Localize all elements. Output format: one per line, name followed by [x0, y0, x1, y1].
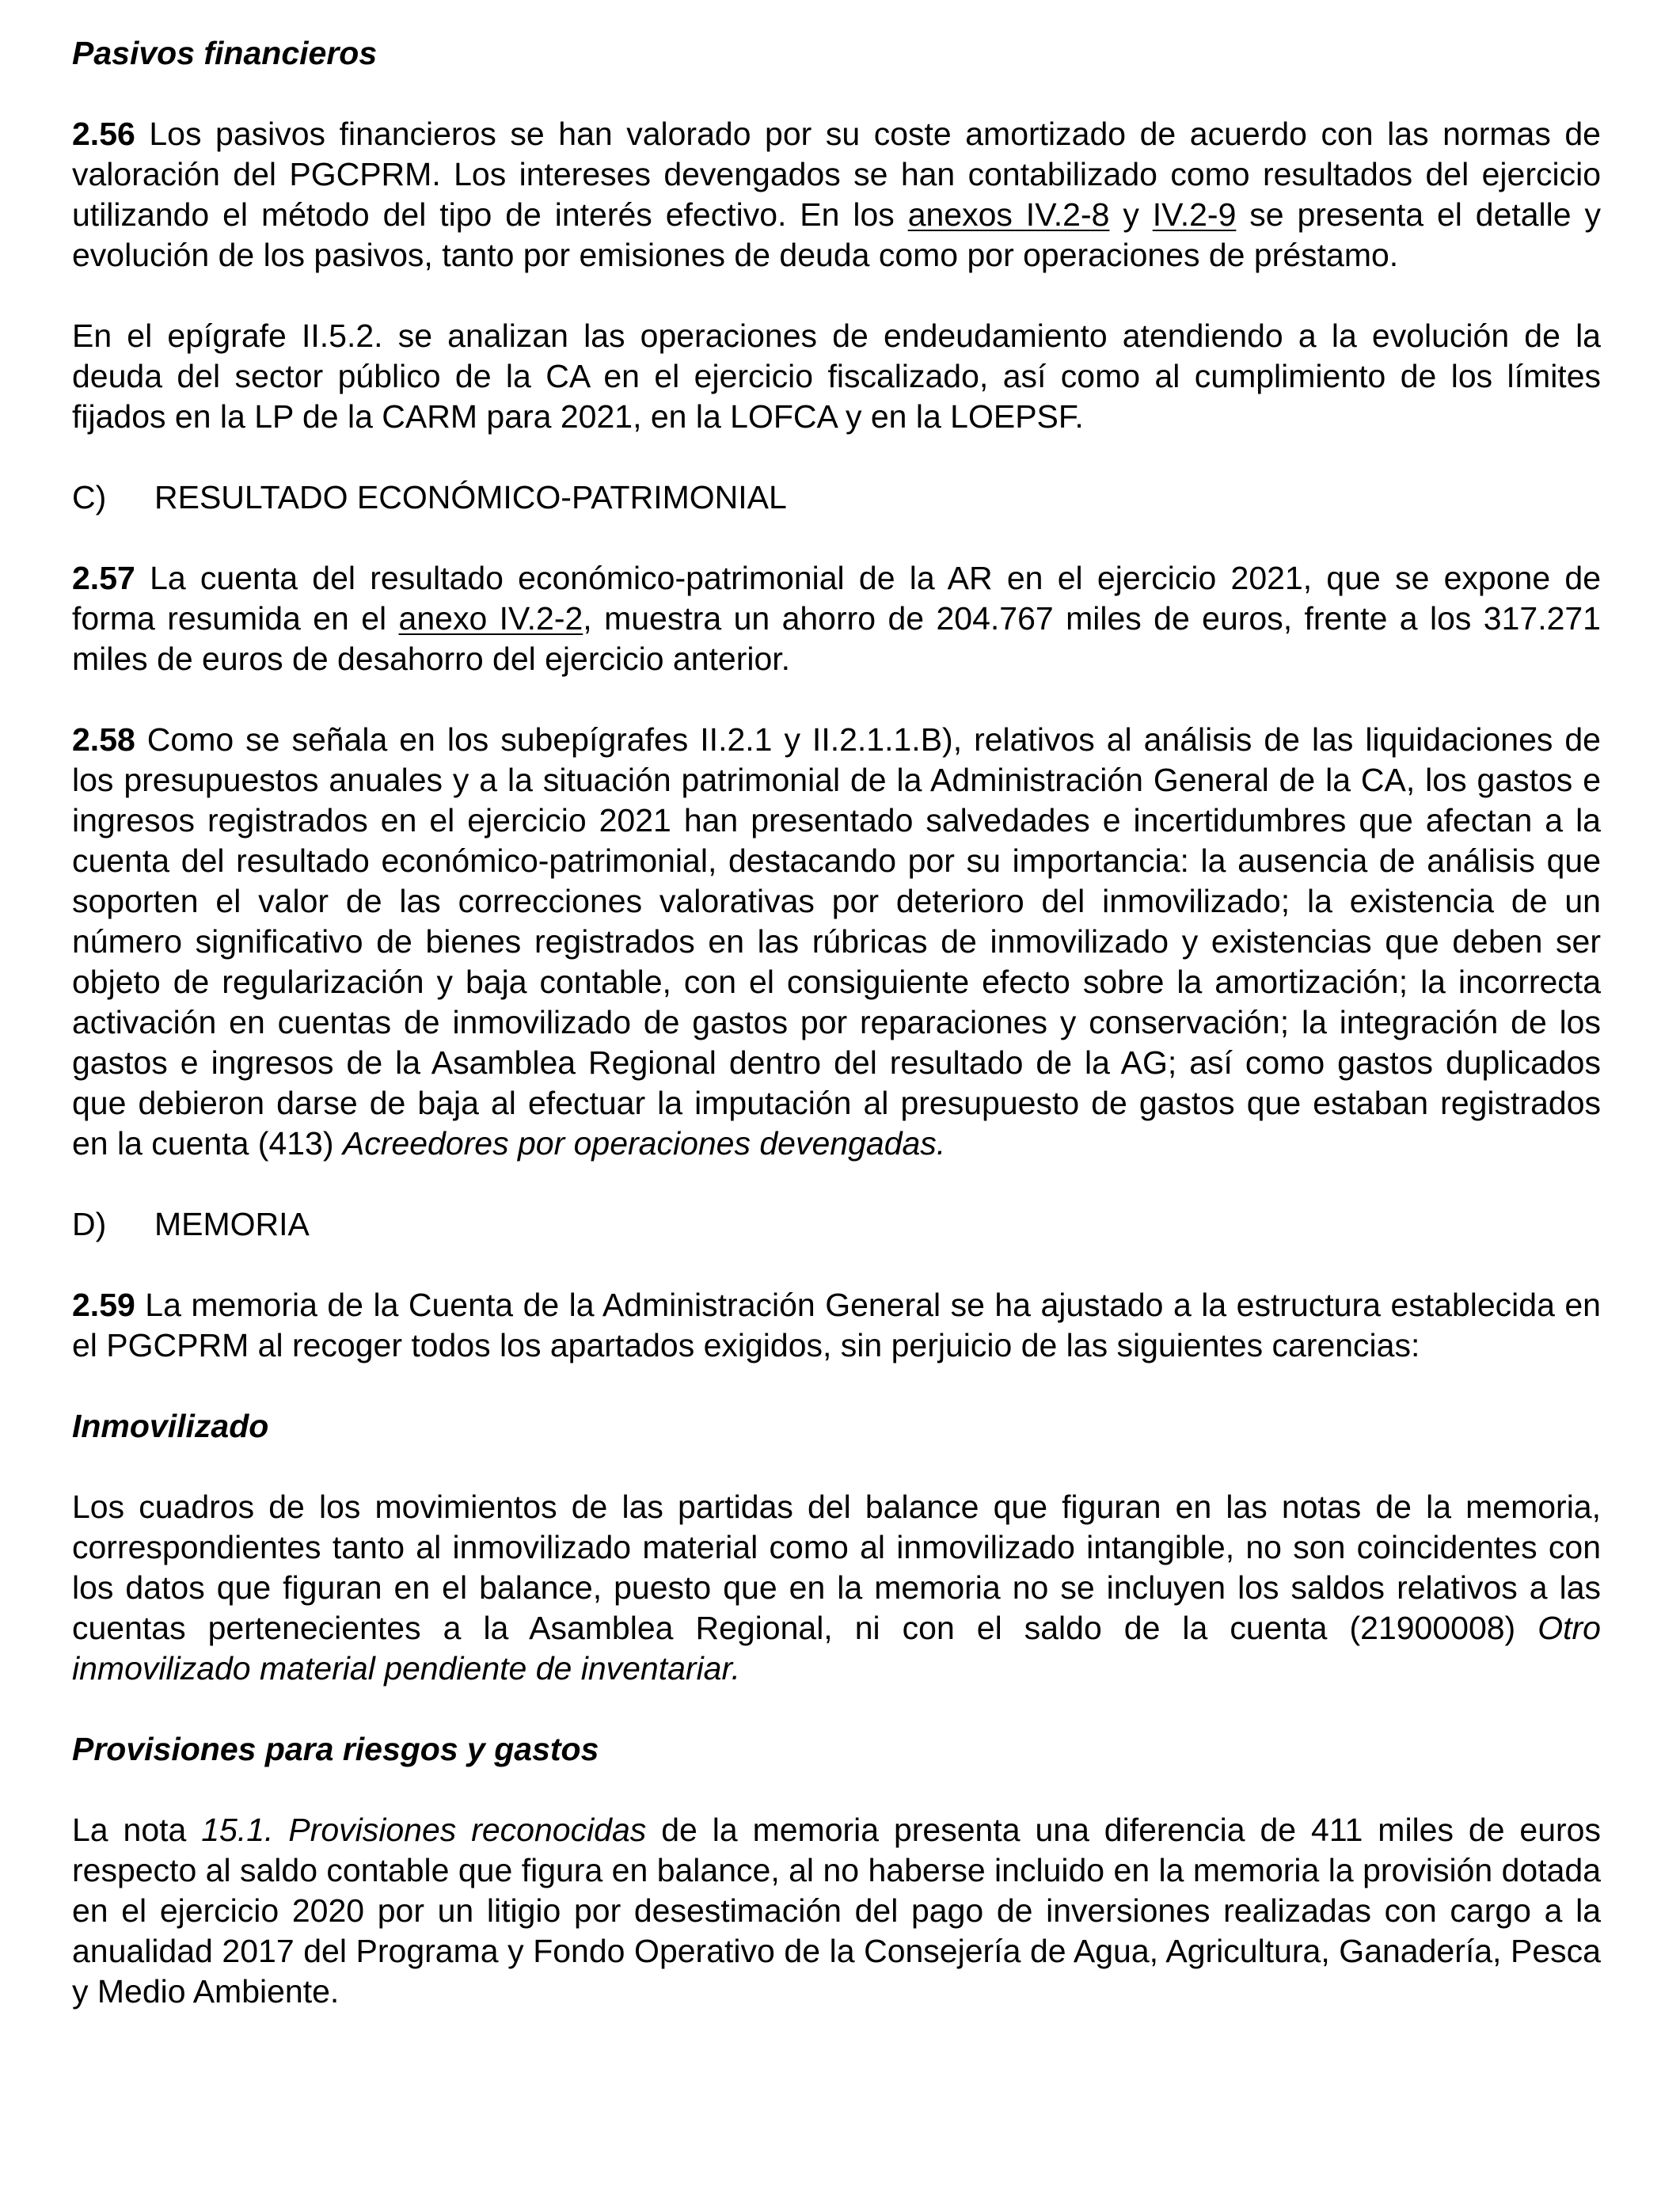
heading-provisiones: Provisiones para riesgos y gastos — [72, 1731, 599, 1767]
paragraph-number: 2.56 — [72, 116, 135, 152]
section-heading-resultado — [72, 477, 1601, 518]
paragraph-2-59: 2.59 La memoria de la Cuenta de la Administración General se ha ajustado a la estructura establecida en el PGCPRM al recoger todos los apartados exigidos, sin perjuicio de las siguientes carencias: — [72, 1287, 1601, 1363]
paragraph-2-58: 2.58 Como se señala en los subepígrafes II.2.1 y II.2.1.1.B), relativos al análisis de las liquidaciones de los presupuestos anuales y a la situación patrimonial de la Administración General de la CA, los gastos e ingresos registrados en el ejercicio 2021 han presentado salvedades e incertidumbres que afectan a la cuenta del resultado económico-patrimonial, destacando por su importancia: la ausencia de análisis que soporten el valor de las correcciones valorativas por deterioro del inmovilizado; la existencia de un número significativo de bienes registrados en las rúbricas de inmovilizado y existencias que deben ser objeto de regularización y baja contable, con el consiguiente efecto sobre la amortización; la incorrecta activación en cuentas de inmovilizado de gastos por reparaciones y conservación; la integración de los gastos e ingresos de la Asamblea Regional dentro del resultado de la AG; así como gastos duplicados que debieron darse de baja al efectuar la imputación al presupuesto de gastos que estaban registrados en la cuenta (413) Acreedores por operaciones devengadas. — [72, 721, 1601, 1162]
paragraph-2-56: 2.56 Los pasivos financieros se han valorado por su coste amortizado de acuerdo con las normas de valoración del PGCPRM. Los intereses devengados se han contabilizado como resultados del ejercicio utilizando el método del tipo de interés efectivo. En los anexos IV.2-8 y IV.2-9 se presenta el detalle y evolución de los pasivos, tanto por emisiones de deuda como por operaciones de préstamo. — [72, 116, 1601, 273]
section-heading-memoria — [72, 1204, 1601, 1245]
paragraph-inmovilizado: Los cuadros de los movimientos de las partidas del balance que figuran en las notas de la memoria, correspondientes tanto al inmovilizado material como al inmovilizado intangible, no son coincidentes con los datos que figuran en el balance, puesto que en la memoria no se incluyen los saldos relativos a las cuentas pertenecientes a la Asamblea Regional, ni con el saldo de la cuenta (21900008) Otro inmovilizado material pendiente de inventariar. — [72, 1489, 1601, 1687]
heading-pasivos-financieros: Pasivos financieros — [72, 35, 378, 71]
section-letter: C) — [72, 479, 107, 515]
section-letter: D) — [72, 1206, 107, 1242]
paragraph-2-57: 2.57 La cuenta del resultado económico-patrimonial de la AR en el ejercicio 2021, que se expone de forma resumida en el anexo IV.2-2, muestra un ahorro de 204.767 miles de euros, frente a los 317.271 miles de euros de desahorro del ejercicio anterior. — [72, 560, 1601, 677]
section-title: MEMORIA — [154, 1206, 310, 1242]
paragraph-number: 2.58 — [72, 721, 135, 758]
link-anexos-iv-2-8[interactable]: anexos IV.2-8 — [907, 196, 1110, 233]
paragraph-number: 2.59 — [72, 1287, 135, 1323]
section-title: RESULTADO ECONÓMICO-PATRIMONIAL — [154, 479, 787, 515]
link-anexo-iv-2-9[interactable]: IV.2-9 — [1152, 196, 1237, 233]
paragraph-epigrafe: En el epígrafe II.5.2. se analizan las operaciones de endeudamiento atendiendo a la evolución de la deuda del sector público de la CA en el ejercicio fiscalizado, así como al cumplimiento de los límites fijados en la LP de la CARM para 2021, en la LOFCA y en la LOEPSF. — [72, 318, 1601, 435]
paragraph-provisiones: La nota 15.1. Provisiones reconocidas de la memoria presenta una diferencia de 411 miles de euros respecto al saldo contable que figura en balance, al no haberse incluido en la memoria la provisión dotada en el ejercicio 2020 por un litigio por desestimación del pago de inversiones realizadas con cargo a la anualidad 2017 del Programa y Fondo Operativo de la Consejería de Agua, Agricultura, Ganadería, Pesca y Medio Ambiente. — [72, 1812, 1601, 2010]
link-anexo-iv-2-2[interactable]: anexo IV.2-2 — [398, 600, 583, 637]
paragraph-number: 2.57 — [72, 560, 135, 596]
heading-inmovilizado: Inmovilizado — [72, 1408, 269, 1444]
